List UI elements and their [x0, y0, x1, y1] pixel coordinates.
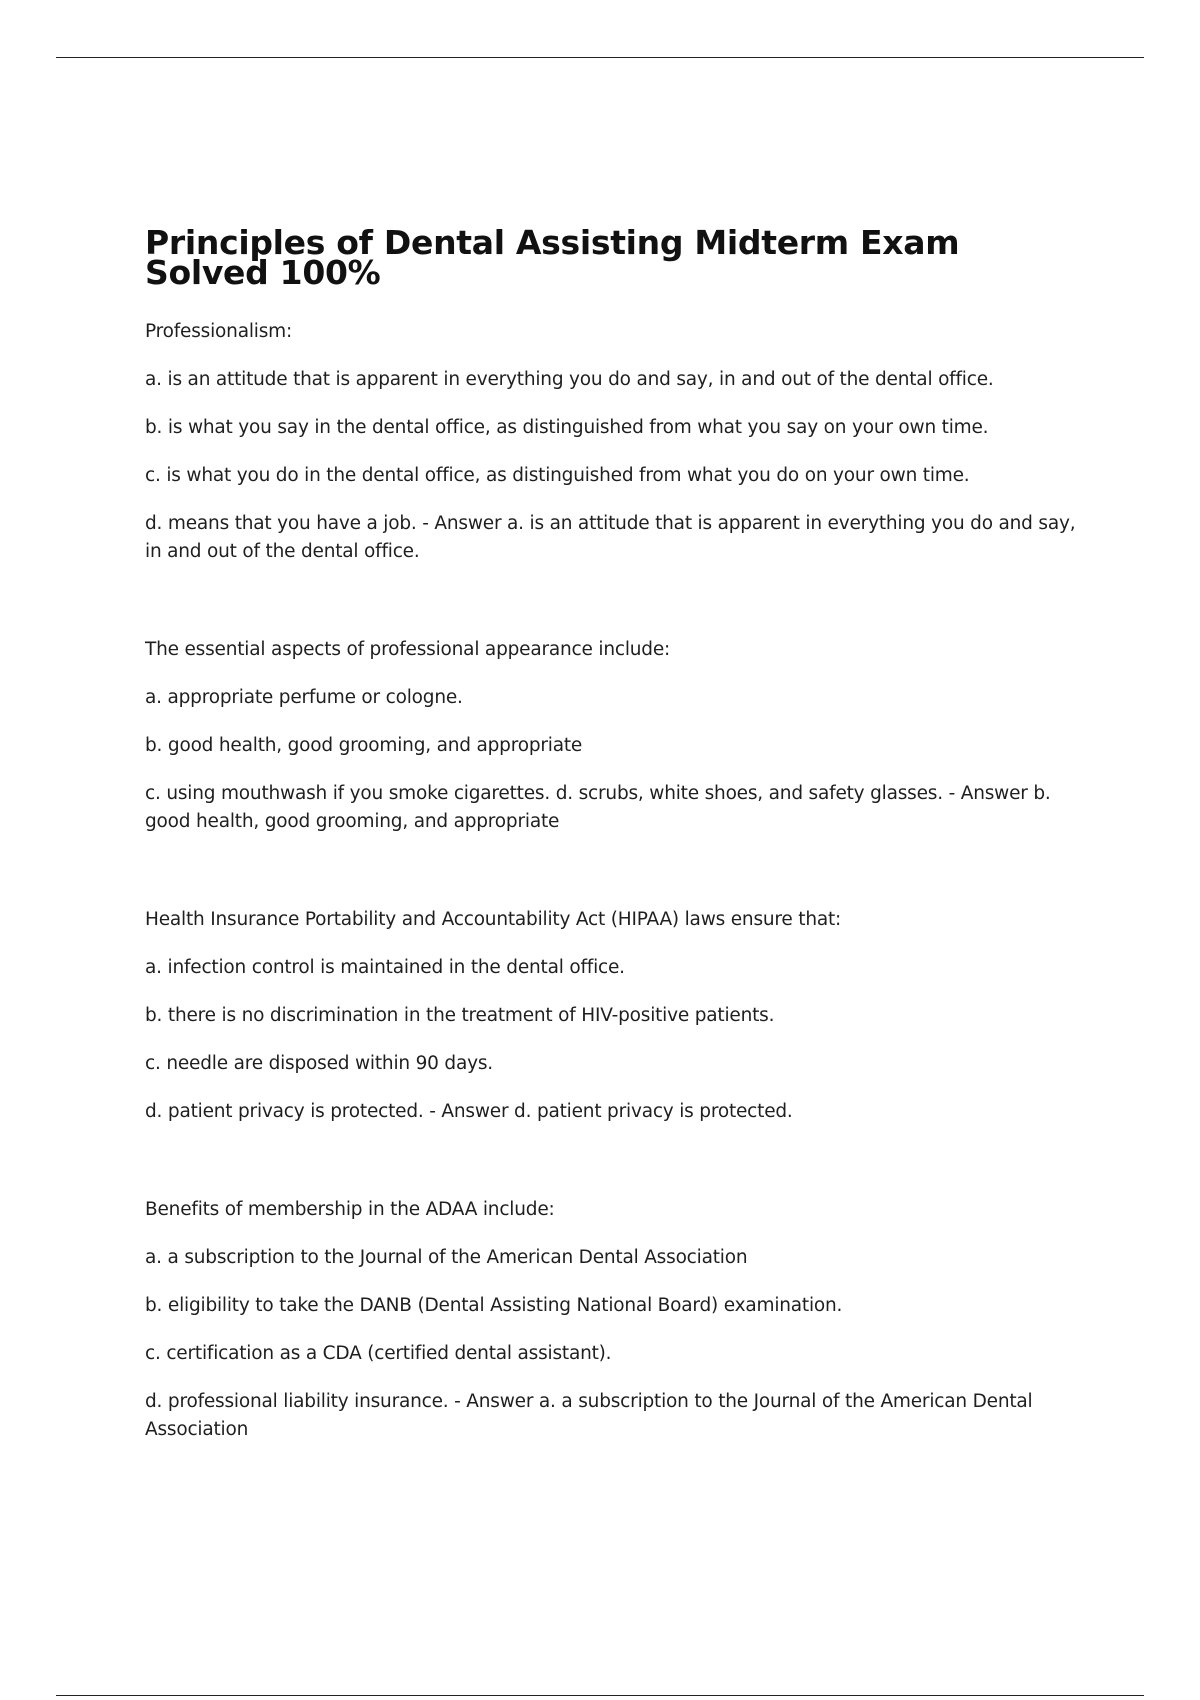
answer-option: a. infection control is maintained in the dental office.	[145, 957, 625, 978]
answer-option: b. eligibility to take the DANB (Dental Assisting National Board) examination.	[145, 1295, 843, 1316]
question-stem: The essential aspects of professional appearance include:	[145, 639, 671, 660]
answer-option: c. certification as a CDA (certified dental assistant).	[145, 1343, 612, 1364]
answer-option: a. appropriate perfume or cologne.	[145, 687, 463, 708]
question-2	[145, 636, 1080, 836]
answer-option: c. is what you do in the dental office, as distinguished from what you do on your own time.	[145, 465, 970, 486]
question-stem: Benefits of membership in the ADAA include:	[145, 1199, 555, 1220]
question-4	[145, 1196, 1080, 1444]
question-3	[145, 906, 1080, 1126]
answer-option: d. professional liability insurance. - Answer a. a subscription to the Journal of the American Dental Association	[145, 1391, 1033, 1440]
question-1	[145, 318, 1080, 566]
header-rule	[56, 57, 1144, 58]
page-title: Principles of Dental Assisting Midterm Exam Solved 100%	[145, 223, 960, 292]
answer-option: a. is an attitude that is apparent in everything you do and say, in and out of the dental office.	[145, 369, 994, 390]
answer-option: b. is what you say in the dental office, as distinguished from what you say on your own time.	[145, 417, 989, 438]
answer-option: a. a subscription to the Journal of the American Dental Association	[145, 1247, 748, 1268]
answer-option: c. needle are disposed within 90 days.	[145, 1053, 493, 1074]
answer-option: b. there is no discrimination in the treatment of HIV-positive patients.	[145, 1005, 775, 1026]
question-stem: Professionalism:	[145, 321, 293, 342]
answer-option: d. means that you have a job. - Answer a. is an attitude that is apparent in everything you do and say, in and out of the dental office.	[145, 513, 1076, 562]
document-body	[145, 223, 1080, 1444]
footer-rule	[56, 1695, 1144, 1696]
answer-option: b. good health, good grooming, and appropriate	[145, 735, 583, 756]
answer-option: c. using mouthwash if you smoke cigarettes. d. scrubs, white shoes, and safety glasses. - Answer b. good health, good grooming, and appropriate	[145, 783, 1051, 832]
question-stem: Health Insurance Portability and Accountability Act (HIPAA) laws ensure that:	[145, 909, 842, 930]
answer-option: d. patient privacy is protected. - Answer d. patient privacy is protected.	[145, 1101, 793, 1122]
